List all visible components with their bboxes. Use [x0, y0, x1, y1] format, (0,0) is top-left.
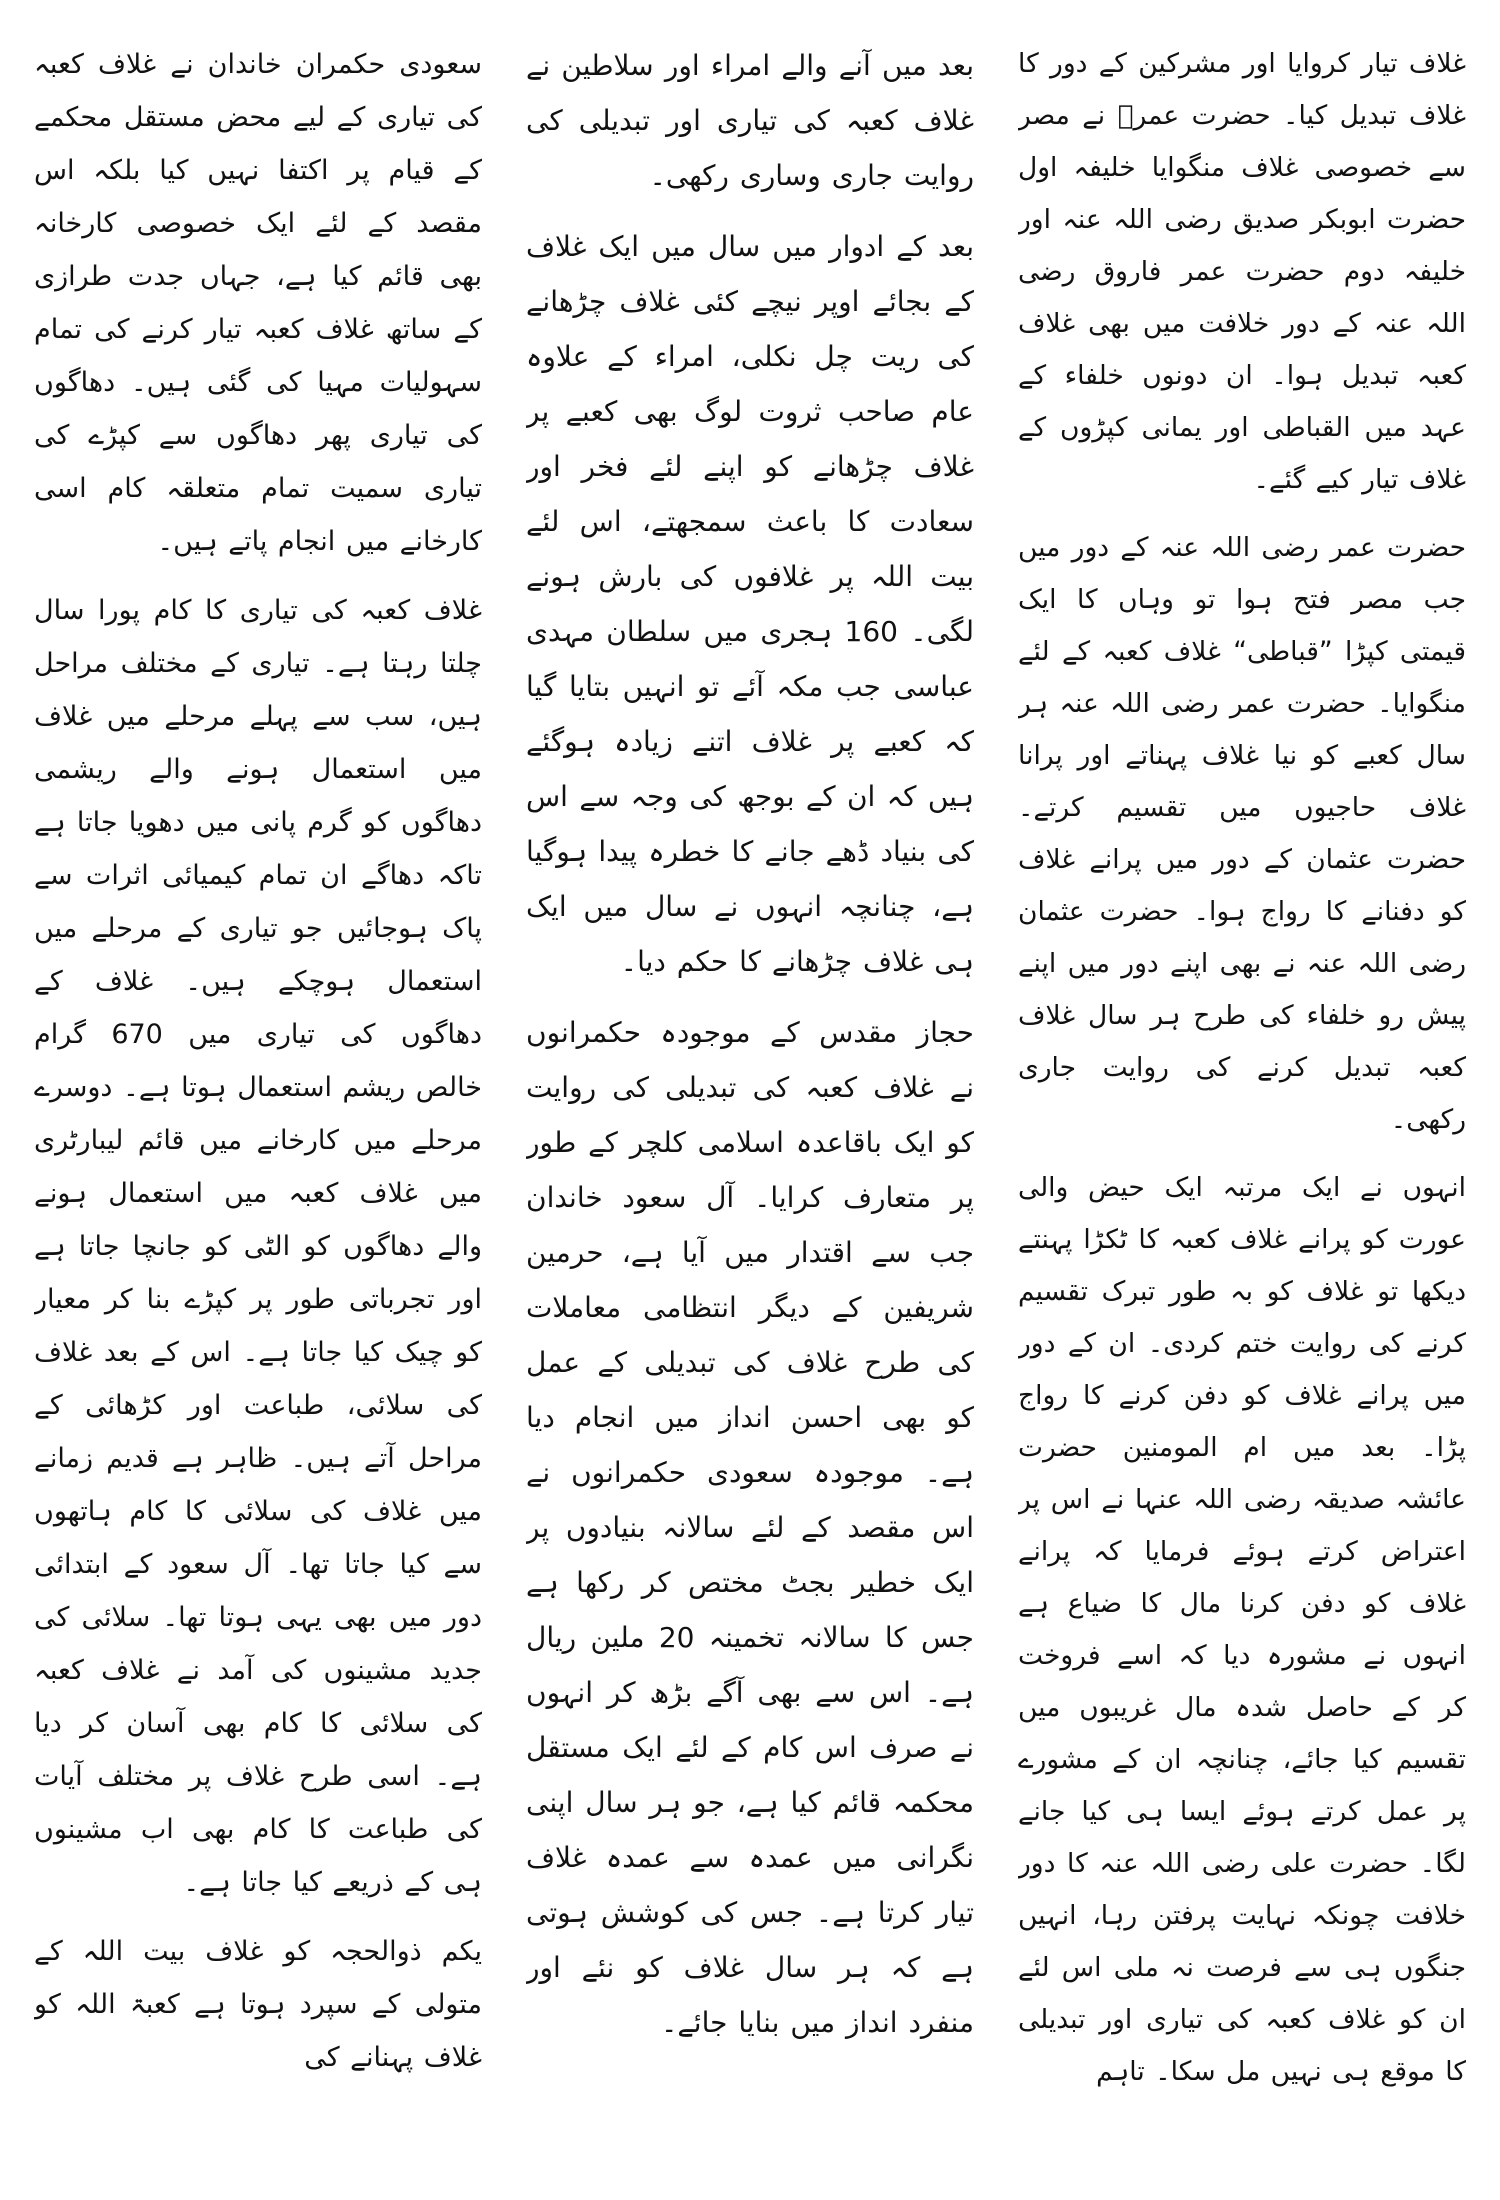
paragraph: بعد میں آنے والے امراء اور سلاطین نے غلاف کعبہ کی تیاری اور تبدیلی کی روایت جاری وساری رکھی۔ — [526, 49, 974, 192]
paragraph: بعد کے ادوار میں سال میں ایک غلاف کے بجائے اوپر نیچے کئی غلاف چڑھانے کی ریت چل نکلی، امراء کے علاوہ عام صاحب ثروت لوگ بھی کعبے پر غلاف چڑھانے کو اپنے لئے فخر اور سعادت کا باعث سمجھتے، اس لئے بیت اللہ پر غلافوں کی بارش ہونے لگی۔ 160 ہجری میں سلطان مہدی عباسی جب مکہ آئے تو انہیں بتایا گیا کہ کعبے پر غلاف اتنے زیادہ ہوگئے ہیں کہ ان کے بوجھ کی وجہ سے اس کی بنیاد ڈھے جانے کا خطرہ پیدا ہوگیا ہے، چنانچہ انہوں نے سال میں ایک ہی غلاف چڑھانے کا حکم دیا۔ — [526, 230, 974, 978]
paragraph: غلاف کعبہ کی تیاری کا کام پورا سال چلتا رہتا ہے۔ تیاری کے مختلف مراحل ہیں، سب سے پہلے مرحلے میں غلاف میں استعمال ہونے والے ریشمی دھاگوں کو گرم پانی میں دھویا جاتا ہے تاکہ دھاگے ان تمام کیمیائی اثرات سے پاک ہوجائیں جو تیاری کے مرحلے میں استعمال ہوچکے ہیں۔ غلاف کے دھاگوں کی تیاری میں 670 گرام خالص ریشم استعمال ہوتا ہے۔ دوسرے مرحلے میں کارخانے میں قائم لیبارٹری میں غلاف کعبہ میں استعمال ہونے والے دھاگوں کو الٹی کو جانچا جاتا ہے اور تجرباتی طور پر کپڑے بنا کر معیار کو چیک کیا جاتا ہے۔ اس کے بعد غلاف کی سلائی، طباعت اور کڑھائی کے مراحل آتے ہیں۔ ظاہر ہے قدیم زمانے میں غلاف کی سلائی کا کام ہاتھوں سے کیا جاتا تھا۔ آل سعود کے ابتدائی دور میں بھی یہی ہوتا تھا۔ سلائی کی جدید مشینوں کی آمد نے غلاف کعبہ کی سلائی کا کام بھی آسان کر دیا ہے۔ اسی طرح غلاف پر مختلف آیات کی طباعت کا کام بھی اب مشینوں ہی کے ذریعے کیا جاتا ہے۔ — [34, 595, 482, 1898]
paragraph: یکم ذوالحجہ کو غلاف بیت اللہ کے متولی کے سپرد ہوتا ہے کعبۃ اللہ کو غلاف پہنانے کی — [34, 1936, 482, 2073]
column-left — [34, 38, 482, 2170]
paragraph: غلاف تیار کروایا اور مشرکین کے دور کا غلاف تبدیل کیا۔ حضرت عمرؓ نے مصر سے خصوصی غلاف منگوایا خلیفہ اول حضرت ابوبکر صدیق رضی اللہ عنہ اور خلیفہ دوم حضرت عمر فاروق رضی اللہ عنہ کے دور خلافت میں بھی غلاف کعبہ تبدیل ہوا۔ ان دونوں خلفاء کے عہد میں القباطی اور یمانی کپڑوں کے غلاف تیار کیے گئے۔ — [1018, 48, 1466, 495]
column-middle — [526, 38, 974, 2170]
paragraph: حضرت عمر رضی اللہ عنہ کے دور میں جب مصر فتح ہوا تو وہاں کا ایک قیمتی کپڑا ”قباطی“ غلاف کعبہ کے لئے منگوایا۔ حضرت عمر رضی اللہ عنہ ہر سال کعبے کو نیا غلاف پہناتے اور پرانا غلاف حاجیوں میں تقسیم کرتے۔ حضرت عثمان کے دور میں پرانے غلاف کو دفنانے کا رواج ہوا۔ حضرت عثمان رضی اللہ عنہ نے بھی اپنے دور میں اپنے پیش رو خلفاء کی طرح ہر سال غلاف کعبہ تبدیل کرنے کی روایت جاری رکھی۔ — [1018, 532, 1466, 1135]
paragraph: حجاز مقدس کے موجودہ حکمرانوں نے غلاف کعبہ کی تبدیلی کی روایت کو ایک باقاعدہ اسلامی کلچر کے طور پر متعارف کرایا۔ آل سعود خاندان جب سے اقتدار میں آیا ہے، حرمین شریفین کے دیگر انتظامی معاملات کی طرح غلاف کی تبدیلی کے عمل کو بھی احسن انداز میں انجام دیا ہے۔ موجودہ سعودی حکمرانوں نے اس مقصد کے لئے سالانہ بنیادوں پر ایک خطیر بجٹ مختص کر رکھا ہے جس کا سالانہ تخمینہ 20 ملین ریال ہے۔ اس سے بھی آگے بڑھ کر انہوں نے صرف اس کام کے لئے ایک مستقل محکمہ قائم کیا ہے، جو ہر سال اپنی نگرانی میں عمدہ سے عمدہ غلاف تیار کرتا ہے۔ جس کی کوشش ہوتی ہے کہ ہر سال غلاف کو نئے اور منفرد انداز میں بنایا جائے۔ — [526, 1016, 974, 2039]
column-right — [1018, 38, 1466, 2170]
paragraph: انہوں نے ایک مرتبہ ایک حیض والی عورت کو پرانے غلاف کعبہ کا ٹکڑا پہنتے دیکھا تو غلاف کو بہ طور تبرک تقسیم کرنے کی روایت ختم کردی۔ ان کے دور میں پرانے غلاف کو دفن کرنے کا رواج پڑا۔ بعد میں ام المومنین حضرت عائشہ صدیقہ رضی اللہ عنہا نے اس پر اعتراض کرتے ہوئے فرمایا کہ پرانے غلاف کو دفن کرنا مال کا ضیاع ہے انہوں نے مشورہ دیا کہ اسے فروخت کر کے حاصل شدہ مال غریبوں میں تقسیم کیا جائے، چنانچہ ان کے مشورے پر عمل کرتے ہوئے ایسا ہی کیا جانے لگا۔ حضرت علی رضی اللہ عنہ کا دور خلافت چونکہ نہایت پرفتن رہا، انہیں جنگوں ہی سے فرصت نہ ملی اس لئے ان کو غلاف کعبہ کی تیاری اور تبدیلی کا موقع ہی نہیں مل سکا۔ تاہم — [1018, 1172, 1466, 2087]
paragraph: سعودی حکمران خاندان نے غلاف کعبہ کی تیاری کے لیے محض مستقل محکمے کے قیام پر اکتفا نہیں کیا بلکہ اس مقصد کے لئے ایک خصوصی کارخانہ بھی قائم کیا ہے، جہاں جدت طرازی کے ساتھ غلاف کعبہ تیار کرنے کی تمام سہولیات مہیا کی گئی ہیں۔ دھاگوں کی تیاری پھر دھاگوں سے کپڑے کی تیاری سمیت تمام متعلقہ کام اسی کارخانے میں انجام پاتے ہیں۔ — [34, 49, 482, 557]
